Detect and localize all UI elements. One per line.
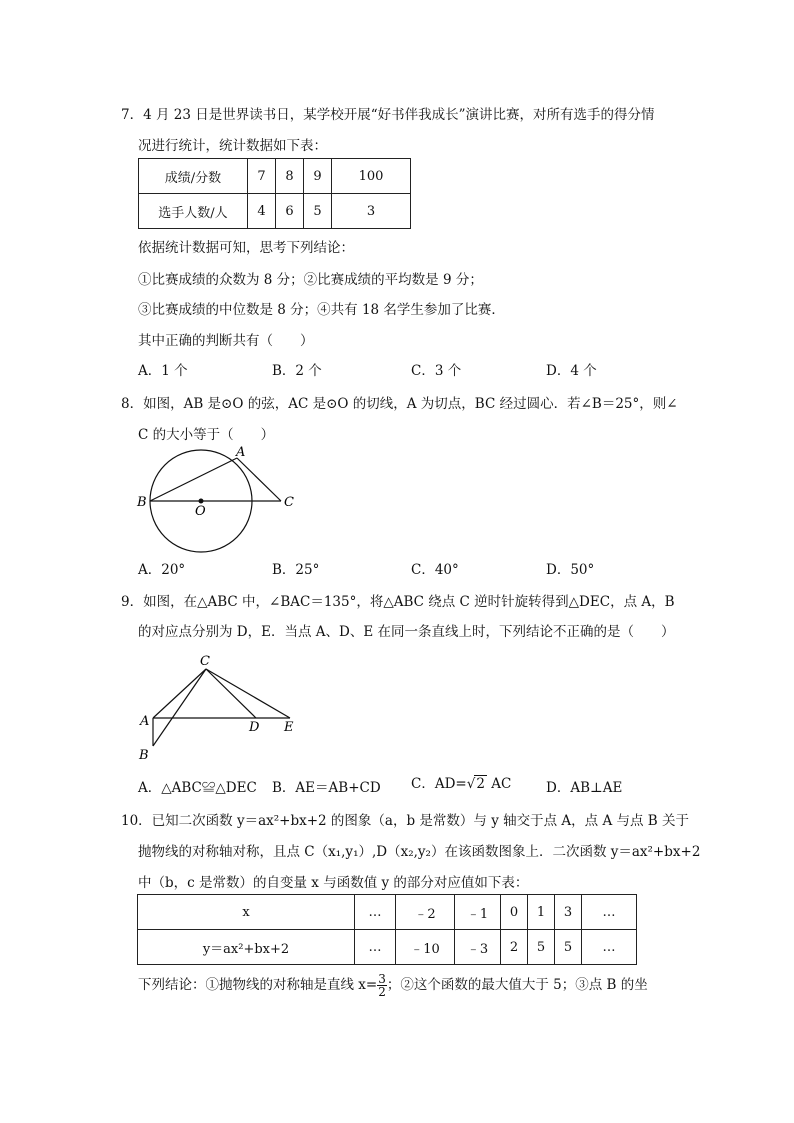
q7-option-d: D．4 个 [546, 363, 597, 379]
q9-option-b: B．AE＝AB+CD [272, 780, 381, 796]
q10-line3: 中（b，c 是常数）的自变量 x 与函数值 y 的部分对应值如下表： [138, 875, 529, 891]
q9-option-c [411, 772, 511, 792]
label-e: E [284, 720, 294, 735]
q10-cell: 5 [555, 930, 582, 965]
q10-cell: ﹣3 [455, 930, 501, 965]
q8-option-b: B．25° [272, 562, 320, 578]
q10-cell: … [355, 930, 396, 965]
label-b: B [139, 748, 149, 763]
q10-cell: … [582, 930, 637, 965]
tangent-ac [237, 458, 281, 501]
q10-cell: 5 [528, 930, 555, 965]
q10-cell: ﹣1 [455, 895, 501, 930]
q10-line2: 抛物线的对称轴对称，且点 C（x₁,y₁）,D（x₂,y₂）在该函数图象上．二次函数 y＝ax²+bx+2 [138, 844, 701, 860]
q10-cell: ﹣2 [396, 895, 455, 930]
sqrt-sign-icon: √ [466, 776, 476, 792]
chord-ab [150, 458, 237, 501]
fraction-three-halves [377, 973, 387, 998]
label-a: A [140, 714, 150, 729]
q7-line5: ③比赛成绩的中位数是 8 分；④共有 18 名学生参加了比赛． [138, 302, 505, 318]
q7-line3: 依据统计数据可知，思考下列结论： [138, 240, 354, 256]
q10-cell: 3 [555, 895, 582, 930]
label-o: O [195, 504, 206, 519]
q8-option-a: A．20° [138, 562, 186, 578]
q10-value-table [137, 894, 637, 965]
q8-circle-figure [130, 440, 310, 555]
q7-cell: 3 [332, 194, 411, 229]
q10-line4-prefix: 下列结论：①抛物线的对称轴是直线 x= [138, 977, 378, 993]
q10-cell: x [138, 895, 355, 930]
q7-cell: 8 [276, 159, 304, 194]
q10-cell: ﹣10 [396, 930, 455, 965]
q7-cell: 4 [248, 194, 276, 229]
q7-cell: 6 [276, 194, 304, 229]
q7-option-a: A．1 个 [138, 363, 188, 379]
q9-option-c-radicand: 2 [476, 776, 485, 792]
q8-line1: 8．如图，AB 是⊙O 的弦，AC 是⊙O 的切线，A 为切点，BC 经过圆心．若∠B＝25°，则∠ [121, 396, 678, 412]
q9-line2: 的对应点分别为 D，E．当点 A、D、E 在同一条直线上时，下列结论不正确的是（ ） [138, 624, 675, 640]
q7-line6: 其中正确的判断共有（ ） [138, 333, 314, 349]
q9-rotation-figure [130, 648, 310, 768]
q10-cell: … [582, 895, 637, 930]
q9-option-a: A．△ABC≌△DEC [138, 780, 257, 796]
q9-option-d: D．AB⊥AE [546, 780, 623, 796]
q8-option-c: C．40° [411, 562, 459, 578]
q10-line1: 10．已知二次函数 y＝ax²+bx+2 的图象（a，b 是常数）与 y 轴交于点 A，点 A 与点 B 关于 [121, 813, 689, 829]
q7-cell: 成绩/分数 [139, 159, 248, 194]
q7-line1: 7．4 月 23 日是世界读书日，某学校开展“好书伴我成长”演讲比赛，对所有选手的得分情 [121, 107, 655, 123]
label-c: C [200, 654, 210, 669]
label-c: C [284, 495, 294, 510]
center-point-o [199, 499, 204, 504]
q9-option-c-prefix: C．AD= [411, 776, 467, 792]
fraction-numerator: 3 [378, 972, 386, 986]
q10-line4-suffix: ；②这个函数的最大值大于 5；③点 B 的坐 [386, 977, 648, 993]
q10-table-row [138, 895, 637, 930]
q8-line2: C 的大小等于（ ） [138, 427, 275, 443]
label-d: D [249, 720, 260, 735]
q7-option-b: B．2 个 [272, 363, 322, 379]
q10-cell: … [355, 895, 396, 930]
q7-cell: 100 [332, 159, 411, 194]
label-b: B [137, 495, 147, 510]
label-a: A [236, 445, 246, 460]
q10-cell: 1 [528, 895, 555, 930]
q8-option-d: D．50° [546, 562, 595, 578]
q10-cell: 0 [501, 895, 528, 930]
q7-option-c: C．3 个 [411, 363, 462, 379]
q7-table-row [139, 194, 411, 229]
segment-bc [153, 669, 206, 746]
q9-line1: 9．如图，在△ABC 中，∠BAC＝135°，将△ABC 绕点 C 逆时针旋转得到△DEC，点 A，B [121, 594, 675, 610]
q7-cell: 9 [304, 159, 332, 194]
q7-line4: ①比赛成绩的众数为 8 分；②比赛成绩的平均数是 9 分； [138, 272, 483, 288]
q7-cell: 选手人数/人 [139, 194, 248, 229]
q7-cell: 5 [304, 194, 332, 229]
q10-table-row [138, 930, 637, 965]
segment-ac [153, 669, 206, 718]
q7-table-row [139, 159, 411, 194]
fraction-denominator: 2 [378, 985, 386, 999]
q7-cell: 7 [248, 159, 276, 194]
q10-cell: 2 [501, 930, 528, 965]
q9-option-c-suffix: AC [491, 776, 512, 792]
q7-line2: 况进行统计，统计数据如下表： [138, 138, 327, 154]
q10-cell: y＝ax²+bx+2 [138, 930, 355, 965]
q10-line4 [138, 973, 648, 998]
q7-score-table [138, 158, 411, 229]
